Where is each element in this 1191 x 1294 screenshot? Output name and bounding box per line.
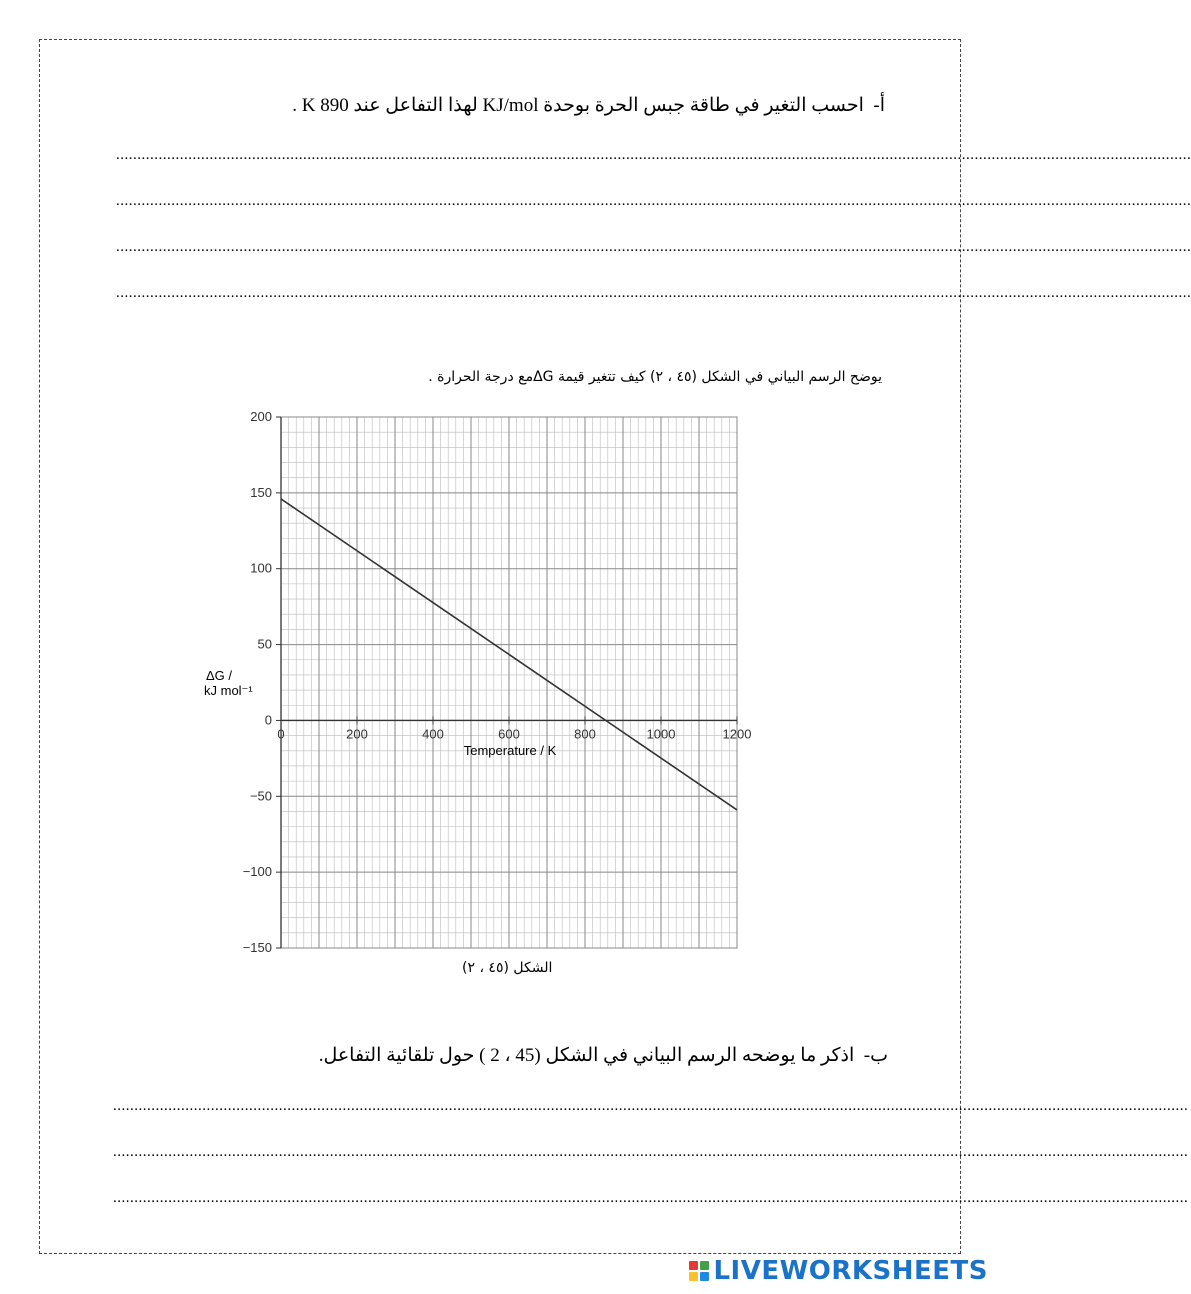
answer-line-a3[interactable]: ............................................................................................................................................................................................................................................................. bbox=[116, 239, 1191, 255]
logo-square bbox=[689, 1272, 698, 1281]
answer-line-b1[interactable]: ............................................................................................................................................................................................................................................................. bbox=[113, 1098, 1189, 1114]
y-tick-label: −150 bbox=[242, 940, 272, 955]
question-b-text: اذكر ما يوضحه الرسم البياني في الشكل (45 ، 2 ) حول تلقائية التفاعل. bbox=[318, 1045, 855, 1066]
y-tick-label: 200 bbox=[250, 409, 272, 424]
logo-square bbox=[689, 1261, 698, 1270]
x-tick-label: 1200 bbox=[722, 726, 752, 742]
y-tick-label: 100 bbox=[250, 560, 272, 576]
x-tick-label: 200 bbox=[346, 726, 368, 742]
x-tick-label: 600 bbox=[498, 726, 520, 742]
logo-text: LIVEWORKSHEETS bbox=[713, 1256, 988, 1286]
figure-label: الشكل (٤٥ ، ٢) bbox=[462, 960, 553, 976]
x-tick-label: 0 bbox=[277, 726, 285, 742]
y-tick-label: 50 bbox=[257, 636, 272, 652]
answer-line-b2[interactable]: ............................................................................................................................................................................................................................................................. bbox=[113, 1144, 1189, 1160]
question-a-text: احسب التغير في طاقة جبس الحرة بوحدة KJ/mol لهذا التفاعل عند 890 K . bbox=[292, 95, 864, 116]
answer-line-a1[interactable]: ............................................................................................................................................................................................................................................................. bbox=[116, 147, 1191, 163]
question-a-prefix: أ- bbox=[873, 95, 885, 116]
logo-square bbox=[700, 1272, 709, 1281]
logo-square bbox=[700, 1261, 709, 1270]
y-tick-label: −100 bbox=[242, 864, 272, 880]
y-tick-label: 0 bbox=[264, 712, 272, 728]
logo-grid-icon bbox=[689, 1261, 709, 1281]
y-axis-label-line2: kJ mol⁻¹ bbox=[204, 683, 253, 698]
question-b bbox=[319, 1044, 888, 1067]
liveworksheets-logo[interactable] bbox=[689, 1256, 988, 1286]
figure-title: يوضح الرسم البياني في الشكل (٤٥ ، ٢) كيف تتغير قيمة ΔGمع درجة الحرارة . bbox=[428, 369, 882, 385]
x-axis-label: Temperature / K bbox=[463, 743, 557, 758]
answer-line-b3[interactable]: ............................................................................................................................................................................................................................................................. bbox=[113, 1190, 1189, 1206]
x-tick-label: 1000 bbox=[646, 726, 676, 742]
y-tick-label: 150 bbox=[250, 484, 272, 500]
y-axis-label-line1: ΔG / bbox=[206, 668, 233, 683]
x-tick-label: 400 bbox=[422, 726, 444, 742]
answer-line-a4[interactable]: ............................................................................................................................................................................................................................................................. bbox=[116, 285, 1191, 301]
y-tick-label: −50 bbox=[249, 788, 272, 804]
answer-line-a2[interactable]: ............................................................................................................................................................................................................................................................. bbox=[116, 193, 1191, 209]
question-b-prefix: ب- bbox=[863, 1045, 888, 1066]
x-tick-label: 800 bbox=[574, 726, 596, 742]
